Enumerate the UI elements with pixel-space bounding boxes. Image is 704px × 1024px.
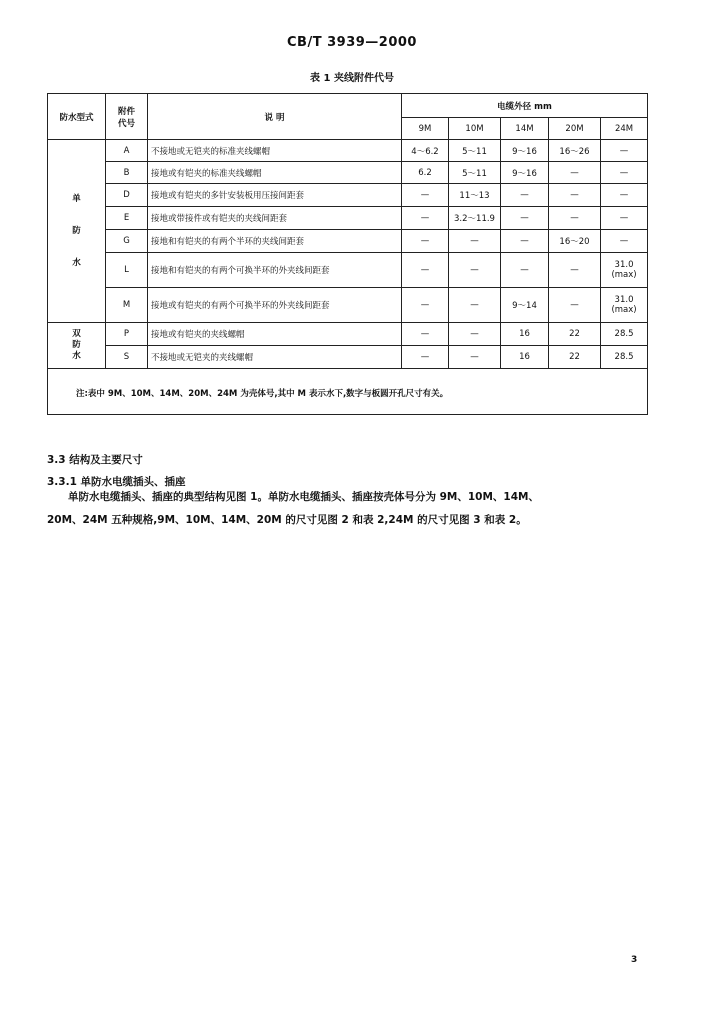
- value-cell: —: [549, 162, 601, 184]
- group-char: 单: [72, 194, 81, 204]
- value-cell: —: [449, 230, 501, 253]
- accessory-code-table: [47, 93, 647, 415]
- value-cell: 16～26: [549, 140, 601, 162]
- value-cell: 16: [501, 346, 549, 369]
- code-cell: D: [106, 184, 148, 207]
- value-cell: 28.5: [601, 323, 648, 346]
- value-cell: —: [449, 288, 501, 323]
- col-desc-header: 说 明: [148, 94, 402, 140]
- col-type-header: 防水型式: [48, 94, 106, 140]
- col-code-header-line2: 代号: [117, 118, 135, 129]
- value-cell: —: [402, 346, 449, 369]
- value-cell: —: [402, 230, 449, 253]
- value-cell: —: [549, 253, 601, 288]
- group-double-waterproof: [48, 323, 106, 369]
- col-code-header-line1: 附件: [117, 106, 135, 117]
- size-header: 20M: [549, 118, 601, 140]
- value-cell: —: [601, 207, 648, 230]
- code-cell: G: [106, 230, 148, 253]
- table-title: 表 1 夹线附件代号: [310, 73, 394, 84]
- value-cell: 5～11: [449, 140, 501, 162]
- size-header: 10M: [449, 118, 501, 140]
- desc-cell: 接地或有铠夹的标准夹线螺帽: [148, 162, 402, 184]
- table-note: 注:表中 9M、10M、14M、20M、24M 为壳体号,其中 M 表示水下,数字与板圆开孔尺寸有关。: [48, 369, 648, 415]
- value-cell: —: [601, 184, 648, 207]
- value-cell: 22: [549, 346, 601, 369]
- desc-cell: 接地或有铠夹的夹线螺帽: [148, 323, 402, 346]
- section-heading-3-3: 3.3 结构及主要尺寸: [47, 454, 143, 466]
- value-cell: —: [402, 184, 449, 207]
- col-diameter-header: 电缆外径 mm: [402, 94, 648, 118]
- group-char: 水: [72, 351, 81, 361]
- value-cell: —: [501, 230, 549, 253]
- value-cell: 9～14: [501, 288, 549, 323]
- value-cell: —: [402, 323, 449, 346]
- col-code-header: [106, 94, 148, 140]
- value-cell: —: [601, 230, 648, 253]
- code-cell: M: [106, 288, 148, 323]
- value-cell: —: [549, 207, 601, 230]
- desc-cell: 接地或有铠夹的有两个可换半环的外夹线间距套: [148, 288, 402, 323]
- code-cell: A: [106, 140, 148, 162]
- value-cell: 4～6.2: [402, 140, 449, 162]
- value-cell: —: [449, 253, 501, 288]
- value-cell: 6.2: [402, 162, 449, 184]
- desc-cell: 接地或有铠夹的多针安装板用压接间距套: [148, 184, 402, 207]
- value-cell: —: [549, 184, 601, 207]
- desc-cell: 不接地或无铠夹的标准夹线螺帽: [148, 140, 402, 162]
- value-cell: —: [601, 140, 648, 162]
- size-header: 24M: [601, 118, 648, 140]
- value-cell: —: [501, 253, 549, 288]
- value-cell: 11～13: [449, 184, 501, 207]
- desc-cell: 不接地或无铠夹的夹线螺帽: [148, 346, 402, 369]
- value-cell: 28.5: [601, 346, 648, 369]
- value-cell: 31.0 (max): [601, 288, 648, 323]
- desc-cell: 接地和有铠夹的有两个半环的夹线间距套: [148, 230, 402, 253]
- value-cell: —: [402, 288, 449, 323]
- value-cell: —: [549, 288, 601, 323]
- group-single-waterproof: [48, 140, 106, 323]
- paragraph-line: 20M、24M 五种规格,9M、10M、14M、20M 的尺寸见图 2 和表 2,24M 的尺寸见图 3 和表 2。: [47, 514, 527, 526]
- value-cell: 16: [501, 323, 549, 346]
- value-cell: —: [402, 253, 449, 288]
- value-cell: 9～16: [501, 140, 549, 162]
- value-cell: —: [501, 207, 549, 230]
- value-cell: —: [449, 346, 501, 369]
- value-cell: —: [402, 207, 449, 230]
- section-paragraph: [47, 486, 657, 532]
- code-cell: E: [106, 207, 148, 230]
- value-cell: —: [501, 184, 549, 207]
- desc-cell: 接地和有铠夹的有两个可换半环的外夹线间距套: [148, 253, 402, 288]
- code-cell: L: [106, 253, 148, 288]
- value-cell: 9～16: [501, 162, 549, 184]
- code-cell: P: [106, 323, 148, 346]
- code-cell: S: [106, 346, 148, 369]
- group-char: 水: [72, 258, 81, 268]
- value-cell: —: [449, 323, 501, 346]
- standard-header: CB/T 3939—2000: [287, 35, 417, 50]
- paragraph-line: 单防水电缆插头、插座的典型结构见图 1。单防水电缆插头、插座按壳体号分为 9M、10M、14M、: [68, 491, 539, 503]
- value-cell: 5～11: [449, 162, 501, 184]
- page-number: 3: [631, 955, 638, 965]
- group-char: 防: [72, 226, 81, 236]
- code-cell: B: [106, 162, 148, 184]
- size-header: 9M: [402, 118, 449, 140]
- value-cell: —: [601, 162, 648, 184]
- value-cell: 31.0 (max): [601, 253, 648, 288]
- desc-cell: 接地或带接件或有铠夹的夹线间距套: [148, 207, 402, 230]
- section-heading-3-3-1: 3.3.1 单防水电缆插头、插座: [47, 476, 186, 488]
- group-char: 防: [72, 340, 81, 350]
- value-cell: 22: [549, 323, 601, 346]
- group-char: 双: [72, 329, 81, 339]
- value-cell: 16～20: [549, 230, 601, 253]
- size-header: 14M: [501, 118, 549, 140]
- value-cell: 3.2～11.9: [449, 207, 501, 230]
